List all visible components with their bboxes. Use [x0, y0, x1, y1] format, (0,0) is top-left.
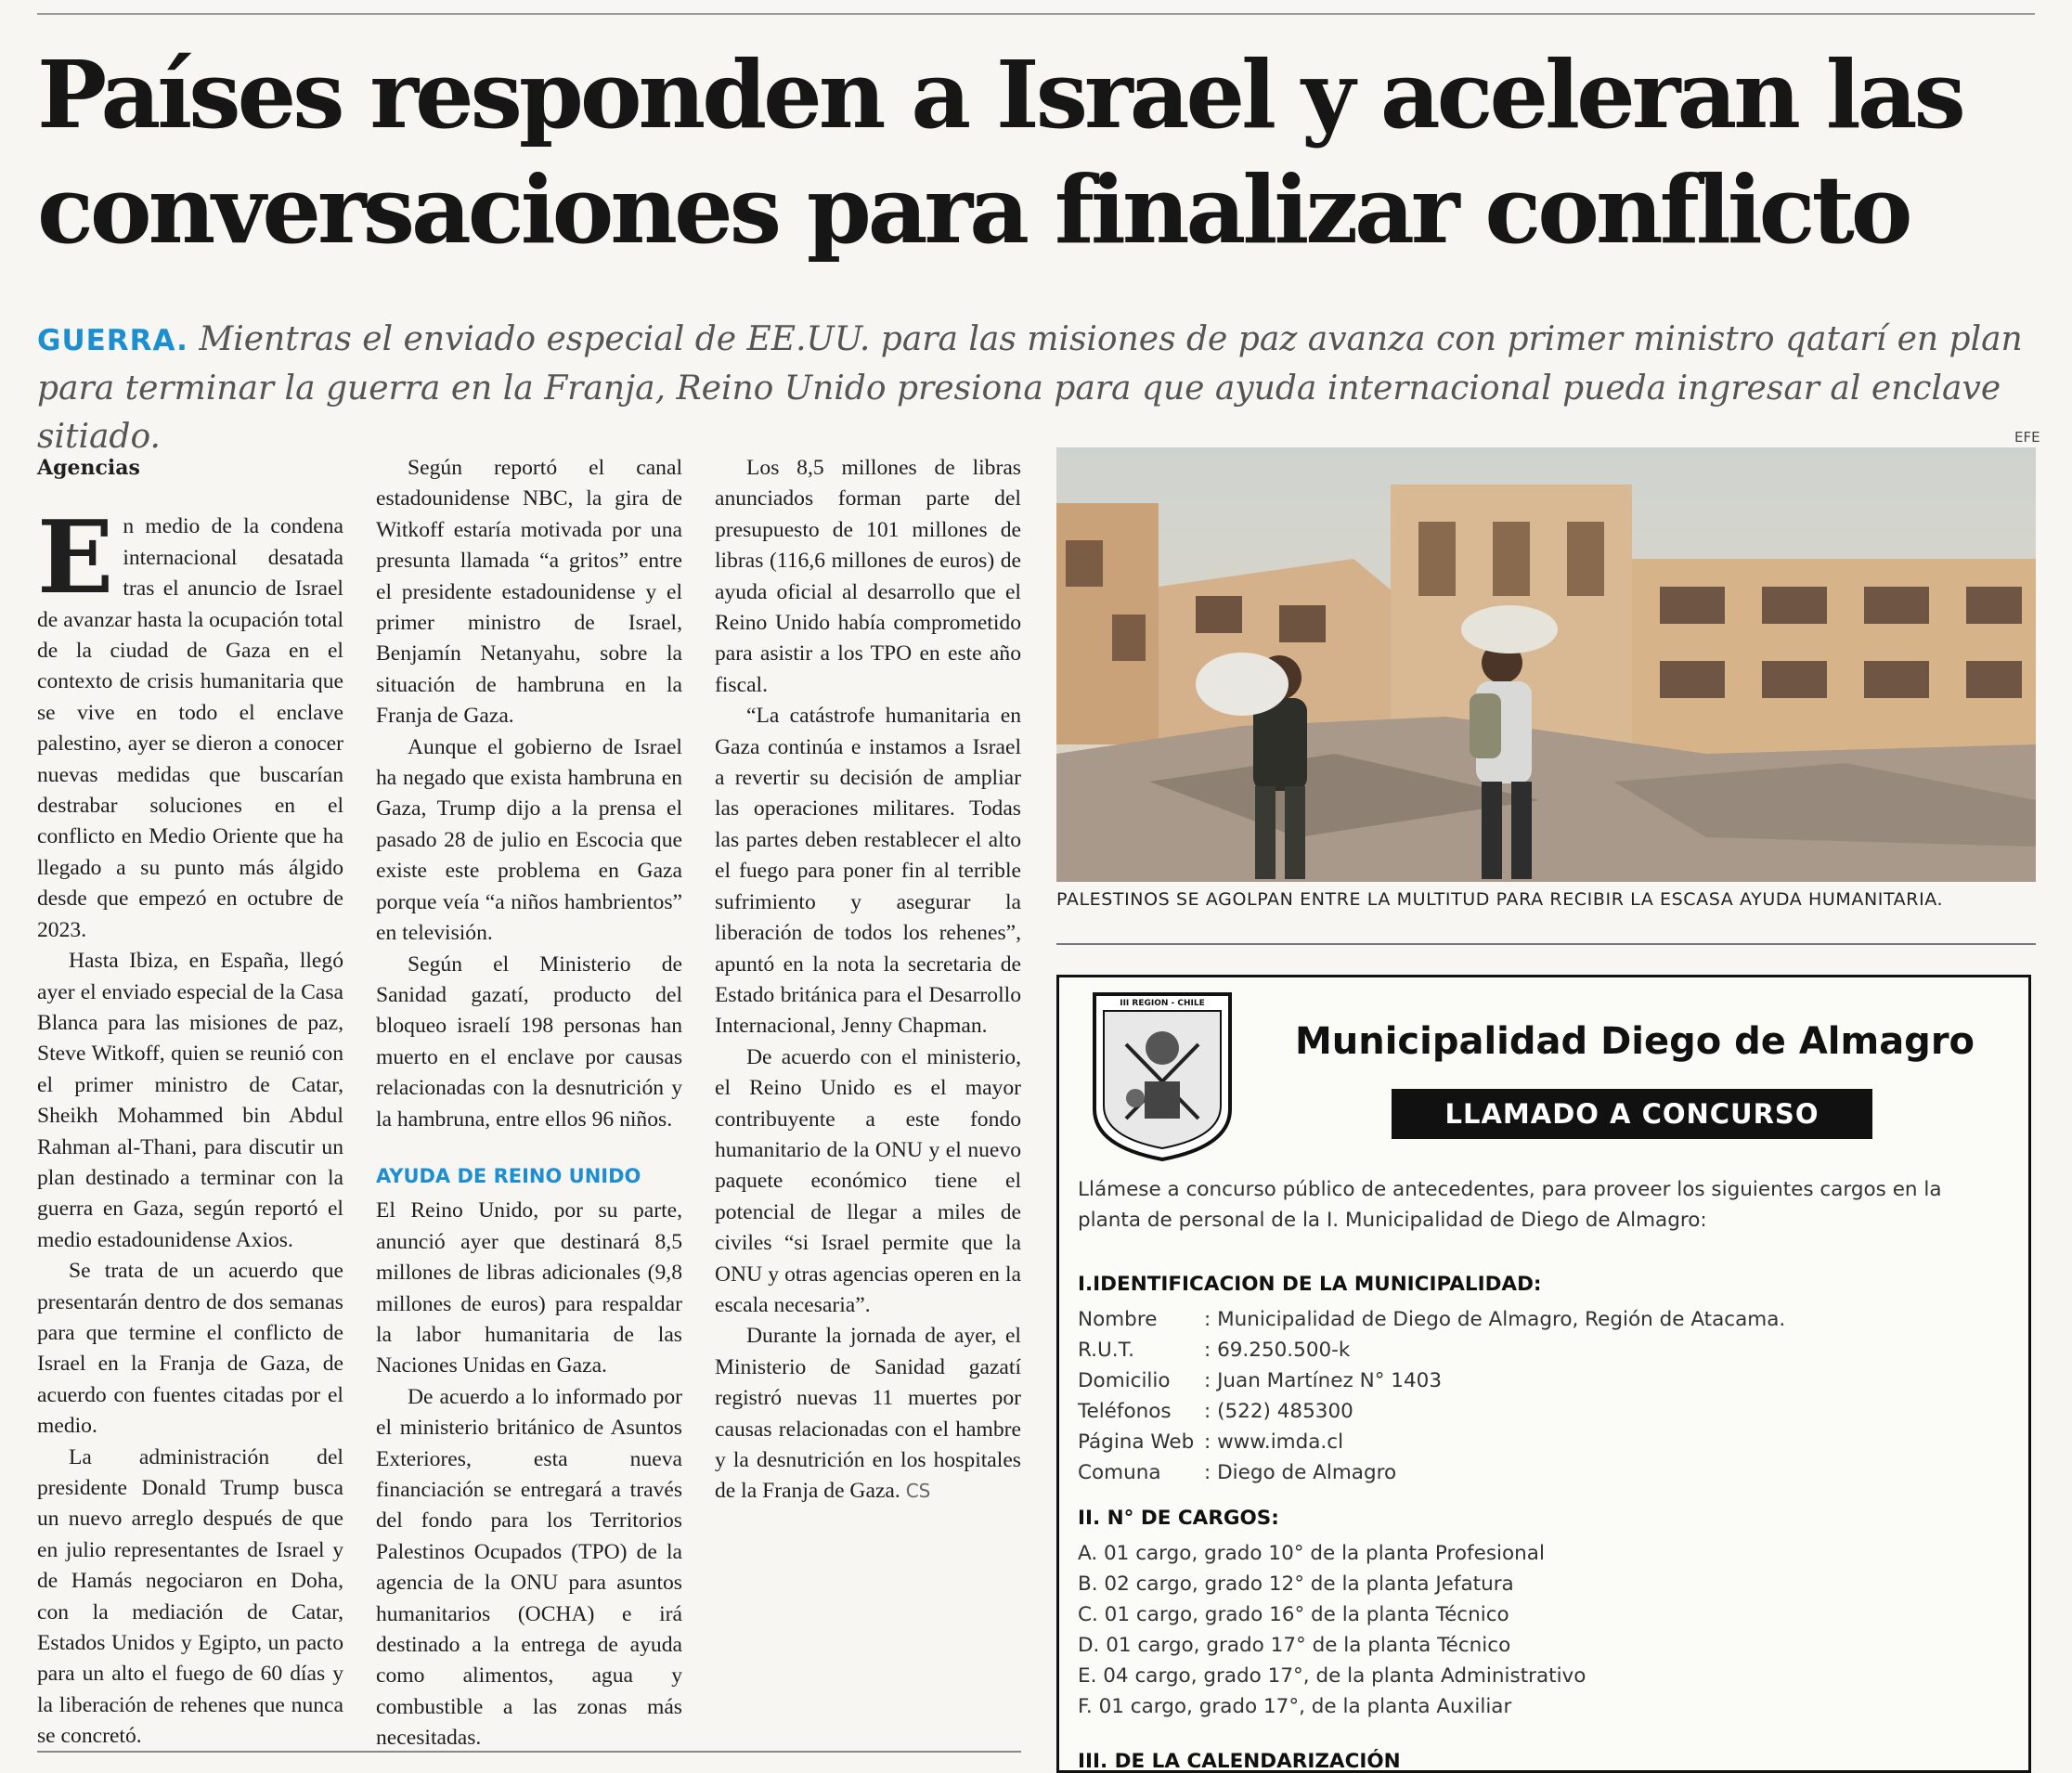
headline: Países responden a Israel y aceleran las conversaciones para finalizar conflicto: [37, 40, 1962, 265]
paragraph: [715, 1321, 1021, 1507]
bottom-rule: [37, 1751, 1021, 1753]
paragraph-text: Durante la jornada de ayer, el Ministerio de Sanidad gazatí registró nuevas 11 muertes por causas relacionadas con el hambre y la desnutrición en los hospitales de la Franja de Gaza.: [715, 1324, 1021, 1504]
municipal-seal-icon: [1089, 989, 1236, 1163]
field-key: Domicilio: [1078, 1369, 1171, 1392]
paragraph: De acuerdo con el ministerio, el Reino Unido es el mayor contribuyente a este fondo humanitario de la ONU y el nuevo paquete económico tiene el potencial de llegar a miles de civiles “si Israel permite que la ONU y otras agencias operen en la escala necesaria”.: [715, 1044, 1021, 1317]
top-rule: [37, 13, 2035, 15]
field-key: Comuna: [1078, 1461, 1161, 1484]
article-column-3: [715, 453, 1021, 1734]
subhead: AYUDA DE REINO UNIDO: [376, 1164, 641, 1187]
list-item: E. 04 cargo, grado 17°, de la planta Administrativo: [1078, 1664, 1586, 1688]
deck-text: Mientras el enviado especial de EE.UU. para las misiones de paz avanza con primer ministro qatarí en plan para terminar la guerra en la Franja, Reino Unido presiona para que ayuda internacional pueda ingresar al enclave sitiado.: [37, 320, 2023, 456]
list-item: B. 02 cargo, grado 12° de la planta Jefatura: [1078, 1572, 1514, 1596]
seal-region-text: III REGION - CHILE: [1120, 999, 1205, 1008]
table-row: [1078, 1304, 1785, 1335]
deck: [37, 316, 2042, 461]
paragraph: Los 8,5 millones de libras anunciados forman parte del presupuesto de 101 millones de libras (116,6 millones de euros) de ayuda oficial al desarrollo que el Reino Unido había comprometido para asistir a los TPO en este año fiscal.: [715, 456, 1021, 697]
table-row: [1078, 1365, 1785, 1396]
deck-kicker: GUERRA.: [37, 324, 188, 357]
cargos-list: [1078, 1538, 1586, 1722]
field-key: Página Web: [1078, 1430, 1195, 1454]
photo-credit: EFE: [2014, 429, 2040, 446]
section-heading: II. N° DE CARGOS:: [1078, 1507, 1279, 1530]
field-value: : Municipalidad de Diego de Almagro, Región de Atacama.: [1204, 1308, 1786, 1331]
paragraph: La administración del presidente Donald Trump busca un nuevo arreglo después de que en julio representantes de Israel y de Hamás negociaron en Doha, con la mediación de Catar, Estados Unidos y Egipto, un pacto para un alto el fuego de 60 días y la liberación de rehenes que nunca se concretó.: [37, 1444, 343, 1749]
article-column-2: [376, 453, 682, 1751]
byline: Agencias: [37, 456, 140, 480]
paragraph: Se trata de un acuerdo que presentarán dentro de dos semanas para que termine el conflicto de Israel en la Franja de Gaza, de acuerdo con fuentes citadas por el medio.: [37, 1259, 343, 1439]
photo-illustration: [1056, 447, 2036, 882]
section-rule: [1056, 943, 2036, 945]
paragraph: El Reino Unido, por su parte, anunció ayer que destinará 8,5 millones de libras adicionales (9,8 millones de euros) para respaldar la labor humanitaria de las Naciones Unidas en Gaza.: [376, 1198, 682, 1378]
field-value: : Juan Martínez N° 1403: [1204, 1369, 1443, 1392]
paragraph: De acuerdo a lo informado por el ministerio británico de Asuntos Exteriores, esta nueva financiación se entregará a través del fondo para los Territorios Palestinos Ocupados (TPO) de la agencia de la ONU para asuntos humanitarios (OCHA) e irá destinado a la entrega de ayuda como alimentos, agua y combustible a las zonas más necesitadas.: [376, 1384, 682, 1751]
article-column-1: [37, 453, 343, 1749]
section-heading: III. DE LA CALENDARIZACIÓN: [1078, 1750, 1401, 1773]
identification-table: [1078, 1304, 1785, 1488]
dropcap: E: [37, 499, 114, 617]
table-row: [1078, 1396, 1785, 1427]
field-value: : Diego de Almagro: [1204, 1461, 1397, 1484]
table-row: [1078, 1335, 1785, 1365]
ad-intro: Llámese a concurso público de antecedentes, para proveer los siguientes cargos en la planta de personal de la I. Municipalidad de Diego de Almagro:: [1078, 1178, 1942, 1232]
list-item: A. 01 cargo, grado 10° de la planta Profesional: [1078, 1542, 1545, 1565]
municipal-ad: [1056, 975, 2031, 1773]
photo-caption: PALESTINOS SE AGOLPAN ENTRE LA MULTITUD PARA RECIBIR LA ESCASA AYUDA HUMANITARIA.: [1056, 889, 1944, 910]
field-key: R.U.T.: [1078, 1339, 1134, 1362]
end-mark: CS: [905, 1480, 931, 1503]
field-value: : 69.250.500-k: [1204, 1339, 1351, 1362]
paragraph: Aunque el gobierno de Israel ha negado que exista hambruna en Gaza, Trump dijo a la prensa el pasado 28 de julio en Escocia que existe este problema en Gaza porque veía “a niños hambrientos” en televisión.: [376, 734, 682, 946]
field-key: Teléfonos: [1078, 1400, 1172, 1423]
field-value: : (522) 485300: [1204, 1400, 1353, 1423]
municipality-title: Municipalidad Diego de Almagro: [1294, 1020, 1975, 1063]
section-heading: I.IDENTIFICACION DE LA MUNICIPALIDAD:: [1078, 1273, 1542, 1296]
list-item: D. 01 cargo, grado 17° de la planta Técnico: [1078, 1634, 1511, 1657]
table-row: [1078, 1427, 1785, 1457]
contest-banner: LLAMADO A CONCURSO: [1392, 1089, 1872, 1139]
paragraph: Según el Ministerio de Sanidad gazatí, producto del bloqueo israelí 198 personas han muerto en el enclave por causas relacionadas con la desnutrición y la hambruna, entre ellos 96 niños.: [376, 951, 682, 1132]
field-key: Nombre: [1078, 1308, 1158, 1331]
paragraph: Según reportó el canal estadounidense NBC, la gira de Witkoff estaría motivada por una presunta llamada “a gritos” entre el presidente estadounidense y el primer ministro de Israel, Benjamín Netanyahu, sobre la situación de hambruna en la Franja de Gaza.: [376, 456, 682, 729]
paragraph: Hasta Ibiza, en España, llegó ayer el enviado especial de la Casa Blanca para las misiones de paz, Steve Witkoff, quien se reunió con el primer ministro de Catar, Sheikh Mohammed bin Abdul Rahman al-Thani, para discutir un plan destinado a terminar con la guerra en Gaza, según reportó el medio estadounidense Axios.: [37, 949, 343, 1252]
table-row: [1078, 1457, 1785, 1488]
paragraph: n medio de la condena internacional desatada tras el anuncio de Israel de avanzar hasta la ocupación total de la ciudad de Gaza en el contexto de crisis humanitaria que se vive en todo el enclave palestino, ayer se dieron a conocer nuevas medidas que buscarían destrabar soluciones en el conflicto en Medio Oriente que ha llegado a su punto más álgido desde que empezó en octubre de 2023.: [37, 514, 343, 942]
list-item: F. 01 cargo, grado 17°, de la planta Auxiliar: [1078, 1695, 1512, 1718]
news-photo: [1056, 447, 2036, 882]
paragraph: “La catástrofe humanitaria en Gaza continúa e instamos a Israel a revertir su decisión de ampliar las operaciones militares. Todas las partes deben restablecer el alto el fuego para poner fin al terrible sufrimiento y asegurar la liberación de todos los rehenes”, apuntó en la nota la secretaria de Estado británica para el Desarrollo Internacional, Jenny Chapman.: [715, 704, 1021, 1039]
list-item: C. 01 cargo, grado 16° de la planta Técnico: [1078, 1603, 1509, 1626]
field-value: : www.imda.cl: [1204, 1430, 1344, 1454]
